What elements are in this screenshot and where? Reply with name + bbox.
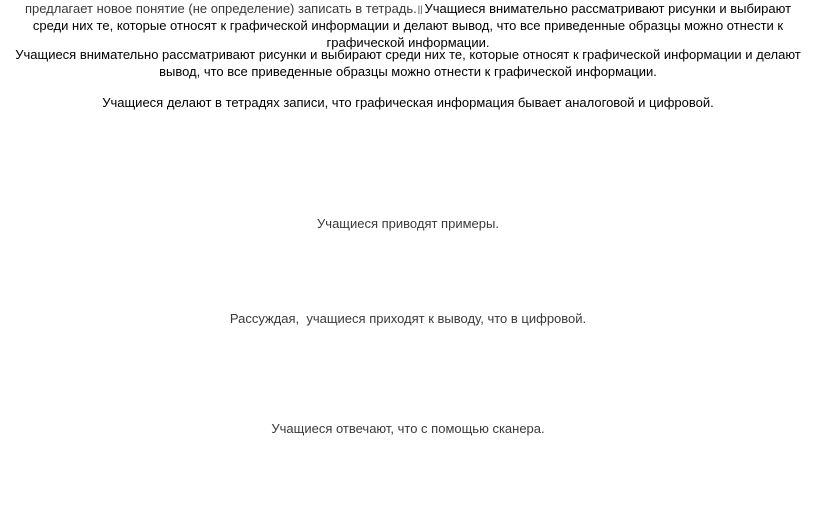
paragraph-reasoning: Рассуждая, учащиеся приходят к выводу, что в цифровой. (229, 311, 587, 326)
students-examine-text: Учащиеся внимательно рассматривают рисунки и выбирают среди них те, которые относят к графической информации и делают вывод, что все приведенные образцы можно отнести к графической информации. (32, 1, 792, 50)
paragraph-separator-mark: || (417, 4, 423, 14)
teacher-instruction-text: предлагает новое понятие (не определение) записать в тетрадь. (24, 1, 417, 16)
paragraph-scanner-answer: Учащиеся отвечают, что с помощью сканера. (271, 421, 545, 436)
paragraph-examples: Учащиеся приводят примеры. (317, 216, 499, 231)
paragraph-notebook-records: Учащиеся делают в тетрадях записи, что графическая информация бывает аналоговой и цифровой. (102, 95, 714, 110)
paragraph-teacher-and-students (0, 0, 816, 51)
paragraph-students-examine-repeat: Учащиеся внимательно рассматривают рисунки и выбирают среди них те, которые относят к графической информации и делают вывод, что все приведенные образцы можно отнести к графической информации. (15, 47, 801, 79)
